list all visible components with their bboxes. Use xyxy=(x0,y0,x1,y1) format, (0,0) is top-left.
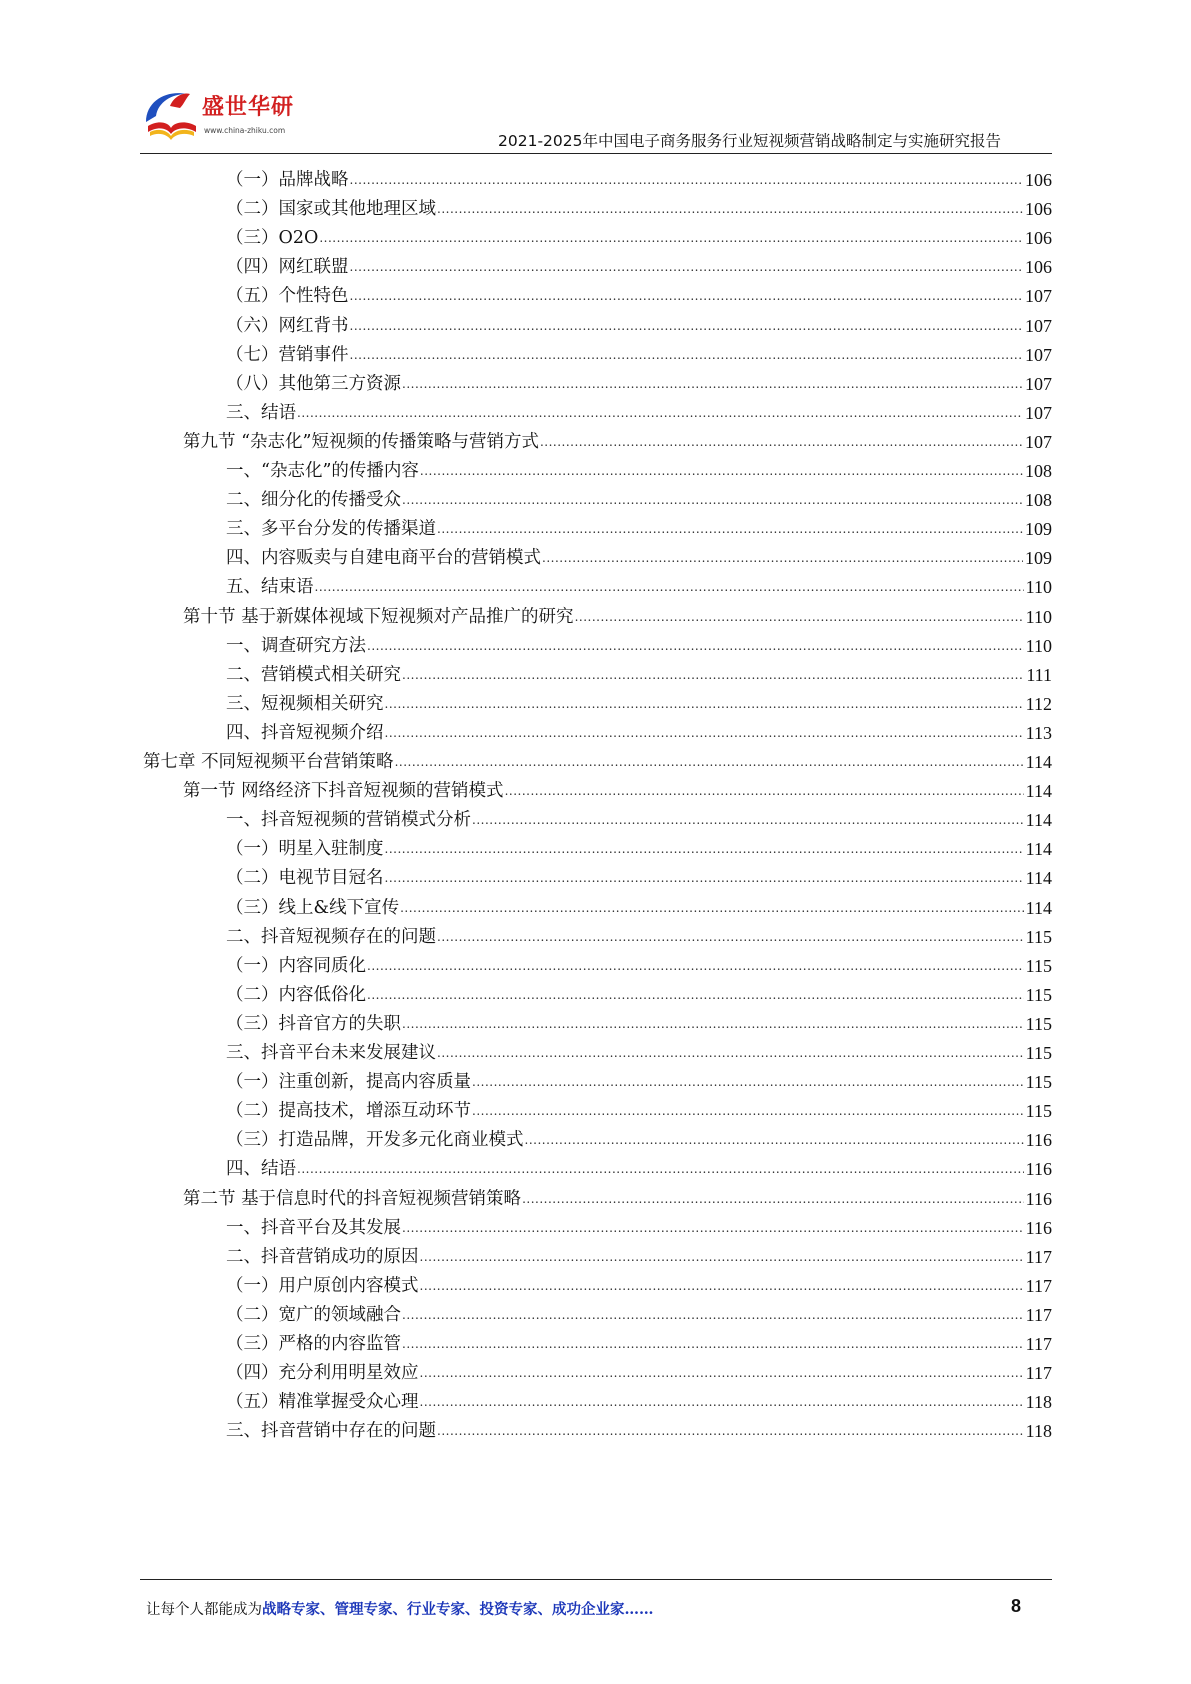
toc-entry-title: （三）O2O xyxy=(226,228,319,249)
toc-entry-title: （三）打造品牌，开发多元化商业模式 xyxy=(226,1130,524,1151)
toc-leader-dots xyxy=(420,1249,1024,1265)
toc-leader-dots xyxy=(297,405,1023,421)
toc-entry-title: 二、细分化的传播受众 xyxy=(226,490,401,511)
toc-entry-title: 一、调查研究方法 xyxy=(226,635,366,656)
toc-leader-dots xyxy=(472,1103,1024,1119)
toc-entry-title: （三）线上&线下宣传 xyxy=(226,897,400,918)
toc-entry[interactable] xyxy=(226,247,1052,278)
toc-leader-dots xyxy=(437,1423,1024,1439)
toc-entry[interactable] xyxy=(226,829,1052,860)
toc-entry[interactable] xyxy=(226,800,1052,831)
toc-entry-page: 107 xyxy=(1025,315,1052,336)
toc-leader-dots xyxy=(350,318,1024,334)
toc-entry-page: 108 xyxy=(1025,461,1052,481)
toc-entry-page: 108 xyxy=(1025,490,1052,511)
toc-leader-dots xyxy=(402,1016,1024,1032)
toc-leader-dots xyxy=(472,812,1024,828)
toc-entry-page: 111 xyxy=(1026,664,1052,685)
toc-leader-dots xyxy=(350,172,1024,188)
toc-entry[interactable] xyxy=(226,335,1052,366)
toc-entry-page: 114 xyxy=(1025,839,1052,860)
toc-entry[interactable] xyxy=(226,218,1052,249)
toc-entry[interactable] xyxy=(226,1033,1052,1064)
toc-entry[interactable] xyxy=(226,858,1052,889)
toc-leader-dots xyxy=(402,492,1023,508)
toc-entry[interactable] xyxy=(226,917,1052,948)
toc-entry-page: 106 xyxy=(1025,170,1052,190)
toc-entry-page: 110 xyxy=(1025,635,1052,656)
toc-entry-page: 107 xyxy=(1025,431,1052,452)
toc-entry-page: 109 xyxy=(1025,548,1052,569)
toc-leader-dots xyxy=(385,870,1024,886)
toc-entry-page: 116 xyxy=(1025,1159,1052,1180)
toc-leader-dots xyxy=(385,841,1024,857)
toc-entry-page: 110 xyxy=(1025,577,1052,598)
toc-entry-page: 107 xyxy=(1025,286,1052,307)
toc-entry-title: （四）充分利用明星效应 xyxy=(226,1363,419,1384)
toc-entry-title: 二、抖音短视频存在的问题 xyxy=(226,926,436,947)
toc-entry-title: 二、抖音营销成功的原因 xyxy=(226,1246,419,1267)
toc-entry-title: （一）内容同质化 xyxy=(226,955,366,976)
toc-entry-title: 第一节 网络经济下抖音短视频的营销模式 xyxy=(183,781,504,802)
toc-entry-page: 115 xyxy=(1025,1043,1052,1063)
toc-entry[interactable] xyxy=(226,1208,1052,1239)
toc-entry-title: 三、抖音平台未来发展建议 xyxy=(226,1043,436,1063)
toc-entry-title: 四、抖音短视频介绍 xyxy=(226,722,384,743)
toc-leader-dots xyxy=(525,1132,1024,1148)
toc-entry-title: 三、短视频相关研究 xyxy=(226,693,384,714)
toc-leader-dots xyxy=(575,609,1024,625)
page-header xyxy=(0,0,1191,160)
toc-entry[interactable] xyxy=(226,1091,1052,1122)
header-divider xyxy=(140,153,1052,154)
toc-entry[interactable] xyxy=(226,1266,1052,1297)
toc-entry-title: 一、“杂志化”的传播内容 xyxy=(226,461,419,481)
toc-leader-dots xyxy=(472,1074,1024,1090)
toc-entry-page: 116 xyxy=(1025,1130,1052,1151)
toc-leader-dots xyxy=(385,696,1024,712)
toc-entry-title: （二）宽广的领域融合 xyxy=(226,1304,401,1325)
toc-entry-page: 118 xyxy=(1025,1392,1052,1413)
toc-entry-title: （八）其他第三方资源 xyxy=(226,373,401,394)
toc-entry[interactable] xyxy=(226,306,1052,337)
toc-entry-page: 115 xyxy=(1025,926,1052,947)
toc-entry-page: 117 xyxy=(1025,1246,1052,1267)
toc-entry-page: 117 xyxy=(1025,1304,1052,1325)
toc-entry-page: 107 xyxy=(1025,402,1052,423)
toc-entry-page: 113 xyxy=(1025,722,1052,743)
toc-entry[interactable] xyxy=(226,626,1052,657)
toc-entry[interactable] xyxy=(226,1062,1052,1093)
toc-entry[interactable] xyxy=(226,1149,1052,1180)
slogan-highlight: 战略专家、管理专家、行业专家、投资专家、成功企业家…… xyxy=(262,1601,654,1618)
toc-entry-page: 118 xyxy=(1025,1421,1052,1442)
toc-entry-title: 三、多平台分发的传播渠道 xyxy=(226,519,436,540)
toc-leader-dots xyxy=(367,638,1024,654)
toc-leader-dots xyxy=(385,725,1024,741)
toc-entry-page: 110 xyxy=(1025,606,1052,627)
toc-entry-page: 107 xyxy=(1025,344,1052,365)
logo-text: 盛世华研 xyxy=(202,95,295,120)
toc-entry[interactable] xyxy=(143,742,1052,773)
footer-divider xyxy=(140,1579,1052,1580)
toc-entry-page: 106 xyxy=(1025,257,1052,278)
toc-entry-title: （五）精准掌握受众心理 xyxy=(226,1392,419,1413)
toc-leader-dots xyxy=(437,929,1024,945)
toc-leader-dots xyxy=(350,259,1024,275)
toc-entry-title: （一）用户原创内容模式 xyxy=(226,1275,419,1296)
toc-entry-page: 106 xyxy=(1025,228,1052,249)
toc-entry-page: 109 xyxy=(1025,519,1052,540)
toc-entry[interactable] xyxy=(226,1353,1052,1384)
toc-entry-page: 115 xyxy=(1025,1072,1052,1093)
toc-entry-title: （五）个性特色 xyxy=(226,286,349,307)
report-title: 2021-2025年中国电子商务服务行业短视频营销战略制定与实施研究报告 xyxy=(498,132,1001,150)
toc-entry-page: 117 xyxy=(1025,1334,1052,1354)
toc-entry[interactable] xyxy=(226,1295,1052,1326)
logo-book-icon xyxy=(140,86,202,144)
toc-entry[interactable] xyxy=(226,538,1052,569)
toc-entry-title: 三、抖音营销中存在的问题 xyxy=(226,1421,436,1442)
toc-leader-dots xyxy=(297,1161,1024,1177)
toc-leader-dots xyxy=(402,1307,1024,1323)
logo-url: www.china-zhiku.com xyxy=(204,126,286,135)
toc-entry-title: （四）网红联盟 xyxy=(226,257,349,278)
toc-leader-dots xyxy=(420,463,1023,479)
toc-entry[interactable] xyxy=(226,655,1052,686)
toc-entry-page: 114 xyxy=(1025,897,1052,918)
toc-entry[interactable] xyxy=(226,946,1052,977)
toc-leader-dots xyxy=(542,550,1023,566)
toc-leader-dots xyxy=(319,230,1023,246)
toc-entry-page: 112 xyxy=(1025,693,1052,714)
toc-entry-page: 107 xyxy=(1025,373,1052,394)
toc-entry-title: （二）国家或其他地理区域 xyxy=(226,199,436,220)
toc-entry-title: （七）营销事件 xyxy=(226,344,349,365)
toc-entry-page: 115 xyxy=(1025,955,1052,976)
toc-leader-dots xyxy=(540,434,1023,450)
toc-leader-dots xyxy=(420,1278,1024,1294)
toc-entry[interactable] xyxy=(226,975,1052,1006)
toc-entry-page: 117 xyxy=(1025,1363,1052,1384)
toc-entry[interactable] xyxy=(226,1411,1052,1442)
toc-entry-title: 四、内容贩卖与自建电商平台的营销模式 xyxy=(226,548,541,569)
toc-entry-title: 一、抖音平台及其发展 xyxy=(226,1217,401,1238)
toc-entry[interactable] xyxy=(183,597,1052,628)
toc-leader-dots xyxy=(350,288,1024,304)
toc-leader-dots xyxy=(395,754,1024,770)
toc-entry[interactable] xyxy=(226,1004,1052,1035)
slogan-prefix: 让每个人都能成为 xyxy=(146,1602,262,1618)
toc-entry-title: （一）注重创新，提高内容质量 xyxy=(226,1072,471,1093)
toc-entry[interactable] xyxy=(226,480,1052,511)
toc-entry-page: 115 xyxy=(1025,1013,1052,1034)
toc-entry-page: 117 xyxy=(1025,1275,1052,1296)
toc-entry-page: 114 xyxy=(1025,752,1052,772)
toc-entry-title: 第七章 不同短视频平台营销策略 xyxy=(143,752,394,772)
toc-entry-title: （三）严格的内容监管 xyxy=(226,1334,401,1354)
toc-entry-title: 四、结语 xyxy=(226,1159,296,1180)
toc-leader-dots xyxy=(402,1336,1024,1352)
page-number: 8 xyxy=(1010,1596,1021,1616)
toc-leader-dots xyxy=(437,201,1023,217)
toc-entry[interactable] xyxy=(226,364,1052,395)
toc-entry-title: （二）电视节目冠名 xyxy=(226,868,384,889)
toc-entry-title: （二）提高技术，增添互动环节 xyxy=(226,1101,471,1122)
toc-leader-dots xyxy=(400,900,1024,916)
toc-entry-title: （六）网红背书 xyxy=(226,315,349,336)
toc-entry-page: 114 xyxy=(1025,810,1052,831)
toc-entry-title: 二、营销模式相关研究 xyxy=(226,664,401,685)
toc-entry-page: 115 xyxy=(1025,1101,1052,1122)
toc-entry[interactable] xyxy=(226,713,1052,744)
toc-entry[interactable] xyxy=(226,393,1052,424)
toc-entry-page: 116 xyxy=(1025,1188,1052,1209)
toc-leader-dots xyxy=(420,1365,1024,1381)
toc-entry[interactable] xyxy=(226,1324,1052,1355)
toc-leader-dots xyxy=(505,783,1024,799)
toc-entry[interactable] xyxy=(226,1382,1052,1413)
toc-entry[interactable] xyxy=(226,451,1052,482)
toc-entry-page: 115 xyxy=(1025,984,1052,1005)
toc-entry[interactable] xyxy=(226,1237,1052,1268)
toc-entry-page: 106 xyxy=(1025,199,1052,220)
toc-entry-title: 一、抖音短视频的营销模式分析 xyxy=(226,810,471,831)
toc-entry[interactable] xyxy=(226,509,1052,540)
toc-entry-title: 三、结语 xyxy=(226,402,296,423)
toc-entry-title: 第二节 基于信息时代的抖音短视频营销策略 xyxy=(183,1188,522,1209)
toc-entry-title: （三）抖音官方的失职 xyxy=(226,1013,401,1034)
toc-leader-dots xyxy=(437,521,1023,537)
toc-entry[interactable] xyxy=(183,422,1052,453)
toc-entry-title: 五、结束语 xyxy=(226,577,314,598)
toc-entry-title: （二）内容低俗化 xyxy=(226,984,366,1005)
toc-leader-dots xyxy=(367,987,1024,1003)
toc-leader-dots xyxy=(437,1045,1024,1061)
toc-leader-dots xyxy=(402,1220,1024,1236)
toc-entry[interactable] xyxy=(183,1179,1052,1210)
toc-entry-title: 第十节 基于新媒体视域下短视频对产品推广的研究 xyxy=(183,606,574,627)
toc-leader-dots xyxy=(350,347,1024,363)
toc-entry-page: 114 xyxy=(1025,781,1052,802)
toc-leader-dots xyxy=(315,579,1024,595)
toc-entry-page: 116 xyxy=(1025,1217,1052,1238)
toc-entry-title: （一）品牌战略 xyxy=(226,170,349,190)
toc-entry[interactable] xyxy=(183,771,1052,802)
toc-leader-dots xyxy=(402,376,1023,392)
toc-entry-page: 114 xyxy=(1025,868,1052,889)
toc-entry[interactable] xyxy=(226,888,1052,919)
footer-slogan xyxy=(146,1598,654,1619)
toc-entry[interactable] xyxy=(226,189,1052,220)
toc-leader-dots xyxy=(420,1394,1024,1410)
toc-entry[interactable] xyxy=(226,1120,1052,1151)
logo xyxy=(140,86,320,146)
toc-leader-dots xyxy=(522,1191,1024,1207)
toc-leader-dots xyxy=(367,958,1024,974)
toc-entry[interactable] xyxy=(226,567,1052,598)
toc-leader-dots xyxy=(402,667,1024,683)
toc-entry-title: （一）明星入驻制度 xyxy=(226,839,384,860)
toc-entry[interactable] xyxy=(226,160,1052,191)
toc-entry[interactable] xyxy=(226,276,1052,307)
toc-entry-title: 第九节 “杂志化”短视频的传播策略与营销方式 xyxy=(183,431,539,452)
toc-entry[interactable] xyxy=(226,684,1052,715)
